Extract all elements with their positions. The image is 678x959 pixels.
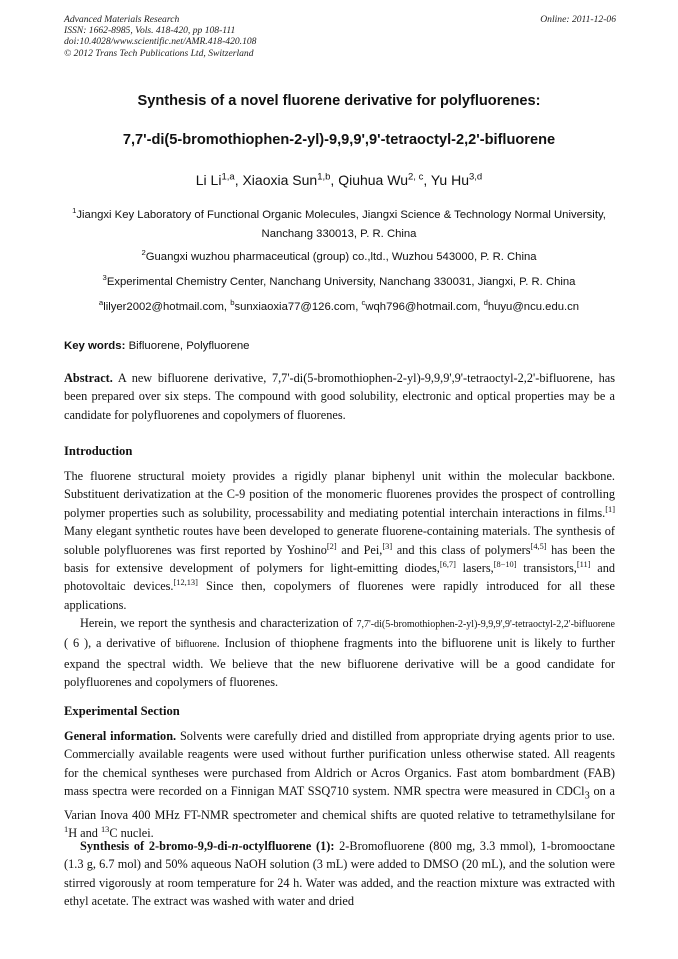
author-sup: 1,b — [317, 171, 331, 183]
email-list — [60, 298, 618, 317]
affiliation-sup: 1 — [72, 206, 77, 216]
email-sup: b — [230, 298, 235, 308]
email-sup: d — [483, 298, 488, 308]
email-link[interactable]: huyu@ncu.edu.cn — [487, 301, 580, 313]
body-text: on a Varian Inova 400 MHz FT-NMR spectrometer and chemical shifts are quoted relative to tetramethylsilane for — [64, 784, 615, 823]
affiliation-text: Experimental Chemistry Center, Nanchang University, Nanchang 330031, Jiangxi, P. R. China — [106, 276, 576, 288]
abstract-text: A new bifluorene derivative, 7,7'-di(5-bromothiophen-2-yl)-9,9,9',9'-tetraoctyl-2,2'-bifluorene, has been prepared over six steps. The compound with good solubility, electronic and optical properties may be a candidate for polyfluorenes and copolymers of fluorenes. — [64, 371, 615, 422]
paragraph-label: General information. — [64, 729, 177, 743]
body-text: ( 6 ), a derivative of — [64, 636, 176, 651]
journal-name: Advanced Materials Research — [64, 14, 180, 25]
body-text: Many elegant synthetic routes have been developed to generate fluorene-containing materials. The synthesis of soluble polyfluorenes was first reported by Yoshino — [64, 524, 615, 557]
synthesis-paragraph — [64, 837, 615, 911]
affiliation-text: Guangxi wuzhou pharmaceutical (group) co.,ltd., Wuzhou 543000, P. R. China — [145, 251, 537, 263]
author-name: Li Li — [195, 172, 222, 188]
citation[interactable]: [1] — [605, 504, 615, 514]
body-text: . Inclusion of thiophene fragments into the bifluorene unit is likely to further expand the spectral width. We believe that the new bifluorene derivative will be a good candidate for polyfluorenes and copolymers of fluorenes. — [64, 636, 615, 690]
journal-header — [64, 14, 616, 59]
introduction-heading: Introduction — [64, 444, 133, 458]
author-sup: 2, c — [407, 171, 424, 183]
keywords-label: Key words: — [64, 340, 126, 352]
citation[interactable]: [3] — [382, 541, 393, 551]
affiliation-2 — [60, 248, 618, 267]
body-text: C nuclei. — [109, 826, 154, 841]
email-link[interactable]: sunxiaoxia77@126.com, — [234, 301, 362, 313]
paragraph-label — [80, 839, 334, 853]
body-text: The fluorene structural moiety provides a rigidly planar biphenyl unit within the molecular backbone. Substituent derivatization at the C-9 position of the monomeric fluorenes provides the prospect of controlling polymer properties such as solubility, processability and mediating potential interchain interactions in films. — [64, 469, 615, 520]
keywords-text: Bifluorene, Polyfluorene — [125, 340, 250, 352]
introduction-paragraph-1 — [64, 467, 615, 614]
compound-name: 7,7'-di(5-bromothiophen-2-yl)-9,9,9',9'-tetraoctyl-2,2'-bifluorene — [356, 619, 615, 630]
label-part: -octylfluorene (1): — [238, 839, 335, 853]
general-information-paragraph — [64, 727, 615, 843]
email-link[interactable]: wqh796@hotmail.com, — [365, 301, 484, 313]
body-text: Since then, copolymers of fluorenes were rapidly introduced for all these applications. — [64, 579, 615, 612]
email-sup: c — [361, 298, 366, 308]
body-text: 2-Bromofluorene (800 mg, 3.3 mmol), 1-bromooctane (1.3 g, 6.7 mol) and 50% aqueous NaOH solution (3 mL) were added to DMSO (20 mL), and the solution were stirred vigorously at room temperature for 24 h. Water was added, and the reaction mixture was extracted with ethyl acetate. The extract was washed with water and dried — [64, 839, 615, 909]
paper-title-line2: 7,7'-di(5-bromothiophen-2-yl)-9,9,9',9'-tetraoctyl-2,2'-bifluorene — [122, 132, 556, 148]
author-sup: 3,d — [469, 171, 483, 183]
body-text: Herein, we report the synthesis and characterization of — [80, 616, 357, 630]
author-sup: 1,a — [221, 171, 235, 183]
compound-name: bifluorene — [175, 639, 217, 651]
author-list — [0, 172, 678, 188]
citation[interactable]: [2] — [326, 541, 337, 551]
keywords — [64, 340, 250, 352]
citation[interactable]: [12,13] — [173, 578, 198, 588]
affiliation-sup: 2 — [141, 248, 146, 258]
citation[interactable]: [6,7] — [439, 559, 456, 569]
issn: ISSN: 1662-8985, Vols. 418-420, pp 108-111 — [64, 25, 236, 37]
label-part: n — [231, 839, 239, 853]
body-text: and Pei, — [336, 542, 383, 557]
body-text: transistors, — [516, 561, 577, 576]
introduction-paragraph-2 — [64, 614, 615, 692]
experimental-heading: Experimental Section — [64, 704, 180, 718]
affiliation-text: Jiangxi Key Laboratory of Functional Organic Molecules, Jiangxi Science & Technology Normal University, Nanchang 330013, P. R. China — [76, 209, 606, 240]
email-sup: a — [98, 298, 104, 308]
author-name: , Xiaoxia Sun — [234, 172, 318, 188]
author-name: , Qiuhua Wu — [330, 172, 408, 188]
body-text: has been the basis for extensive development of polymers for light-emitting diodes, — [64, 542, 615, 576]
author-name: , Yu Hu — [423, 172, 469, 188]
citation[interactable]: [8−10] — [493, 559, 517, 569]
superscript: 13 — [100, 825, 110, 835]
body-text: H and — [68, 826, 101, 841]
subscript: 3 — [584, 790, 590, 802]
affiliation-sup: 3 — [102, 273, 107, 283]
body-text: and photovoltaic devices. — [64, 561, 615, 594]
paper-title-line1: Synthesis of a novel fluorene derivative for polyfluorenes: — [137, 93, 541, 109]
citation[interactable]: [4,5] — [530, 541, 547, 551]
copyright: © 2012 Trans Tech Publications Ltd, Switzerland — [64, 47, 254, 59]
citation[interactable]: [11] — [576, 559, 591, 569]
label-part: Synthesis of 2-bromo-9,9-di- — [80, 839, 232, 853]
body-text: and this class of polymers — [392, 542, 531, 557]
superscript: 1 — [64, 825, 69, 835]
affiliation-1 — [60, 206, 618, 244]
doi: doi:10.4028/www.scientific.net/AMR.418-420.108 — [64, 36, 257, 48]
online-date: Online: 2011-12-06 — [540, 14, 616, 25]
body-text: Solvents were carefully dried and distilled from appropriate drying agents prior to use. Commercially available reagents were used without further purification unless otherwise stated. All reagents for the chemical syntheses were purchased from Aldrich or Acros Organics. Fast atom bombardment (FAB) mass spectra were recorded on a Finnigan MAT SSQ710 system. NMR spectra were measured in CDCl — [64, 729, 615, 799]
email-link[interactable]: lilyer2002@hotmail.com, — [103, 301, 231, 313]
abstract — [64, 369, 615, 424]
affiliation-3 — [60, 273, 618, 292]
body-text: lasers, — [455, 561, 494, 576]
abstract-label: Abstract. — [64, 371, 113, 385]
